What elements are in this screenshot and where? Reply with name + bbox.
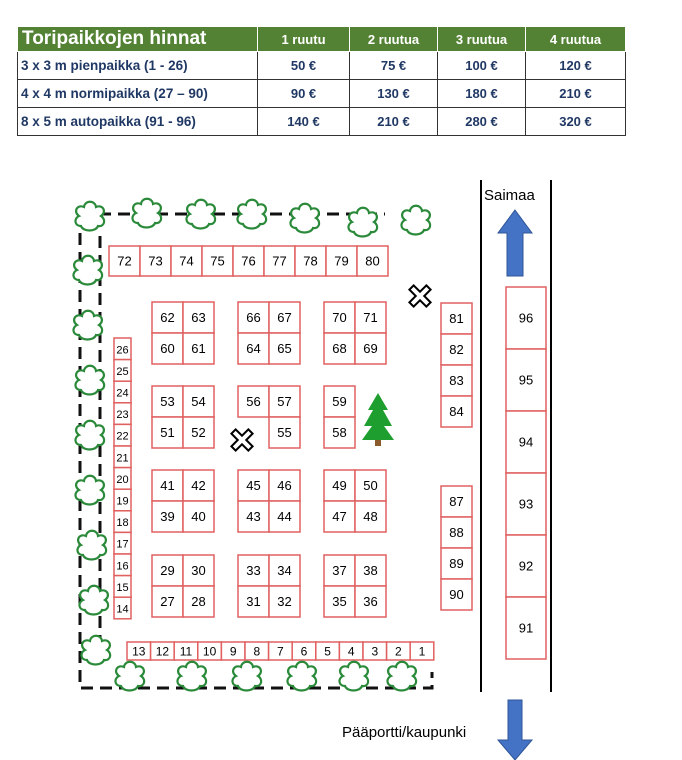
stall-number: 51 <box>160 425 175 440</box>
stall-number: 42 <box>191 478 206 493</box>
column-header: 3 ruutua <box>438 27 526 52</box>
bush-icon <box>232 662 261 691</box>
price-cell: 50 € <box>258 52 350 80</box>
stall-number: 63 <box>191 310 206 325</box>
stall-number: 50 <box>363 478 378 493</box>
stall-number: 53 <box>160 394 175 409</box>
stall-number: 72 <box>117 253 132 269</box>
bush-icon <box>75 476 104 505</box>
bush-icon <box>237 200 266 229</box>
gate-label: Pääportti/kaupunki <box>342 724 467 741</box>
stall-number: 7 <box>277 644 284 659</box>
stall-number: 36 <box>363 594 378 609</box>
price-cell: 120 € <box>526 52 626 80</box>
stall-number: 33 <box>246 563 261 578</box>
stall-number: 34 <box>277 563 292 578</box>
stall-number: 10 <box>202 644 217 659</box>
stall-number: 52 <box>191 425 206 440</box>
tree-icon <box>362 393 394 446</box>
column-header: 2 ruutua <box>350 27 438 52</box>
stall-number: 44 <box>277 509 292 524</box>
stall-number: 56 <box>246 394 261 409</box>
stall-number: 19 <box>116 495 129 508</box>
stall-number: 89 <box>449 556 464 571</box>
stall-number: 23 <box>116 409 129 422</box>
stall-number: 90 <box>449 587 464 602</box>
stall-number: 67 <box>277 310 292 325</box>
bush-icon <box>75 202 104 231</box>
stall-number: 58 <box>332 425 347 440</box>
stall-number: 46 <box>277 478 292 493</box>
cross-marker-icon <box>403 279 437 313</box>
bush-icon <box>186 200 215 229</box>
bush-icon <box>339 662 368 691</box>
stall-number: 37 <box>332 563 347 578</box>
stall-number: 96 <box>518 310 534 326</box>
stall-number: 92 <box>518 558 534 574</box>
stall-number: 30 <box>191 563 206 578</box>
price-table-title: Toripaikkojen hinnat <box>18 27 258 52</box>
stall-number: 45 <box>246 478 261 493</box>
stall-number: 77 <box>272 253 287 269</box>
arrow-icon <box>498 210 532 276</box>
column-header: 4 ruutua <box>526 27 626 52</box>
bush-icon <box>79 586 108 615</box>
stall-number: 26 <box>116 344 129 357</box>
stall-number: 57 <box>277 394 292 409</box>
stall-number: 15 <box>116 581 129 594</box>
stall-number: 24 <box>116 387 129 400</box>
stall-number: 22 <box>116 430 129 443</box>
stall-number: 1 <box>418 644 426 659</box>
stall-number: 16 <box>116 560 129 573</box>
stall-number: 60 <box>160 341 175 356</box>
price-cell: 140 € <box>258 108 350 136</box>
stall-number: 29 <box>160 563 175 578</box>
price-cell: 320 € <box>526 108 626 136</box>
stall-number: 68 <box>332 341 347 356</box>
stall-number: 93 <box>518 496 534 512</box>
row-label: 4 x 4 m normipaikka (27 – 90) <box>18 80 258 108</box>
arrow-icon <box>498 700 532 760</box>
bush-icon <box>75 366 104 395</box>
bush-icon <box>115 662 144 691</box>
stall-number: 25 <box>116 365 129 378</box>
bush-icon <box>387 662 416 691</box>
stall-number: 3 <box>371 644 379 659</box>
bush-icon <box>132 199 161 228</box>
stall-number: 49 <box>332 478 347 493</box>
bush-icon <box>348 208 377 237</box>
stall-number: 76 <box>241 253 256 269</box>
stall-number: 94 <box>518 434 534 450</box>
bush-icon <box>75 421 104 450</box>
price-cell: 100 € <box>438 52 526 80</box>
bush-icon <box>77 531 106 560</box>
stall-number: 47 <box>332 509 347 524</box>
stall-number: 71 <box>363 310 378 325</box>
stall-number: 6 <box>300 644 308 659</box>
stall-number: 95 <box>518 372 534 388</box>
stall-number: 31 <box>246 594 261 609</box>
stall-number: 5 <box>324 644 331 659</box>
bush-icon <box>177 662 206 691</box>
bush-icon <box>73 311 102 340</box>
bush-icon <box>81 636 110 665</box>
stall-number: 41 <box>160 478 175 493</box>
stall-number: 78 <box>303 253 318 269</box>
bush-icon <box>401 206 430 235</box>
stall-number: 48 <box>363 509 378 524</box>
bush-icon <box>290 204 319 233</box>
stall-number: 87 <box>449 494 464 509</box>
stall-number: 18 <box>116 517 129 530</box>
stall-number: 75 <box>210 253 225 269</box>
stall-number: 21 <box>116 452 129 465</box>
row-label: 3 x 3 m pienpaikka (1 - 26) <box>18 52 258 80</box>
bush-icon <box>73 256 102 285</box>
stall-number: 4 <box>347 644 355 659</box>
stall-number: 82 <box>449 342 464 357</box>
price-cell: 75 € <box>350 52 438 80</box>
stall-number: 14 <box>116 603 129 616</box>
stall-number: 73 <box>148 253 163 269</box>
stall-number: 79 <box>334 253 349 269</box>
stall-number: 17 <box>116 538 129 551</box>
price-cell: 210 € <box>350 108 438 136</box>
bush-icon <box>287 662 316 691</box>
stall-number: 59 <box>332 394 347 409</box>
stall-number: 35 <box>332 594 347 609</box>
stall-number: 80 <box>365 253 380 269</box>
price-cell: 90 € <box>258 80 350 108</box>
price-cell: 210 € <box>526 80 626 108</box>
stall-number: 32 <box>277 594 292 609</box>
stall-number: 54 <box>191 394 206 409</box>
stall-number: 61 <box>191 341 206 356</box>
cross-marker-icon <box>225 423 259 457</box>
stall-number: 88 <box>449 525 464 540</box>
stall-number: 8 <box>253 644 261 659</box>
stall-number: 43 <box>246 509 261 524</box>
price-cell: 280 € <box>438 108 526 136</box>
stall-number: 55 <box>277 425 292 440</box>
stall-number: 91 <box>518 620 534 636</box>
stall-number: 69 <box>363 341 378 356</box>
stall-number: 11 <box>179 644 193 659</box>
stall-number: 65 <box>277 341 292 356</box>
stall-number: 81 <box>449 311 464 326</box>
column-header: 1 ruutu <box>258 27 350 52</box>
saimaa-label: Saimaa <box>484 187 535 204</box>
stall-number: 74 <box>179 253 194 269</box>
stall-number: 13 <box>132 644 146 659</box>
price-cell: 130 € <box>350 80 438 108</box>
stall-number: 70 <box>332 310 347 325</box>
stall-number: 28 <box>191 594 206 609</box>
row-label: 8 x 5 m autopaikka (91 - 96) <box>18 108 258 136</box>
stall-number: 40 <box>191 509 206 524</box>
stall-number: 83 <box>449 373 464 388</box>
stall-number: 64 <box>246 341 261 356</box>
stall-number: 38 <box>363 563 378 578</box>
stall-number: 12 <box>155 644 170 659</box>
stall-number: 62 <box>160 310 175 325</box>
stall-number: 39 <box>160 509 175 524</box>
price-cell: 180 € <box>438 80 526 108</box>
stall-number: 84 <box>449 404 464 419</box>
stall-number: 27 <box>160 594 175 609</box>
stall-number: 20 <box>116 473 129 486</box>
stall-number: 2 <box>395 644 402 659</box>
stall-number: 9 <box>229 644 237 659</box>
stall-number: 66 <box>246 310 261 325</box>
